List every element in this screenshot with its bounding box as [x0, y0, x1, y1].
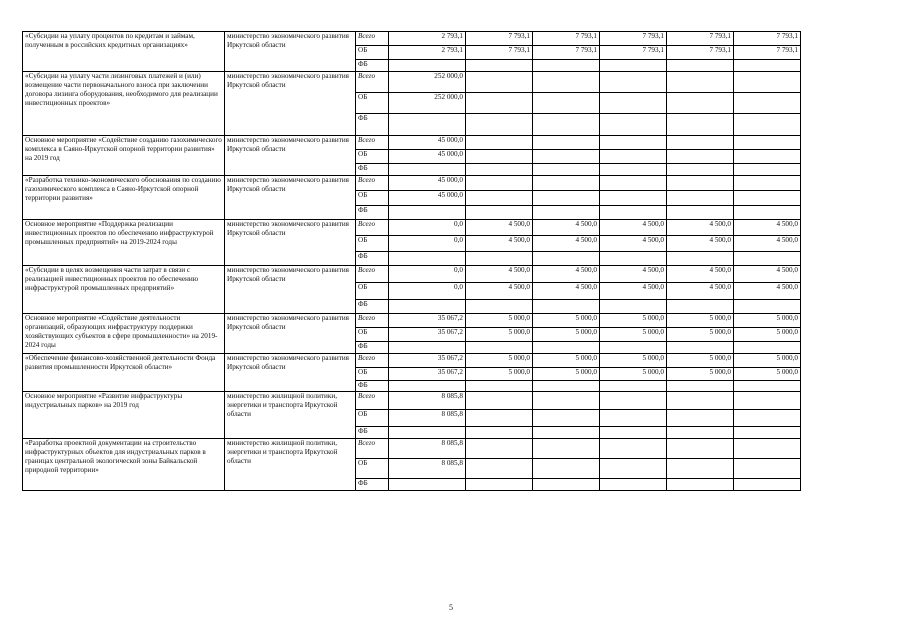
amount-2022: 5 000,0 [600, 368, 667, 381]
amount-2023 [667, 381, 734, 392]
amount-2020 [466, 300, 533, 314]
amount-2022: 4 500,0 [600, 236, 667, 252]
amount-2022: 5 000,0 [600, 314, 667, 328]
funding-source: Всего [356, 392, 389, 410]
activity-name: Основное мероприятие «Содействие деятельности организаций, образующих инфраструктуру поддержки хозяйствующих субъектов в сфере промышленности» на 2019-2024 годы [23, 314, 225, 354]
amount-2021 [533, 164, 600, 176]
funding-source: ФБ [356, 427, 389, 439]
activity-name: «Субсидии в целях возмещения части затрат в связи с реализацией инвестиционных проектов по обеспечению инфраструктурой промышленных предприятий» [23, 266, 225, 314]
executor: министерство экономического развития Иркутской области [225, 220, 356, 266]
amount-2024: 4 500,0 [734, 236, 801, 252]
funding-source: ОБ [356, 150, 389, 164]
amount-2020 [466, 136, 533, 150]
amount-2022 [600, 114, 667, 136]
amount-2024 [734, 459, 801, 479]
amount-2024: 4 500,0 [734, 220, 801, 236]
activity-name: Основное мероприятие «Развитие инфраструктуры индустриальных парков» на 2019 год [23, 392, 225, 439]
executor: министерство жилищной политики, энергетики и транспорта Иркутской области [225, 392, 356, 439]
amount-2022: 4 500,0 [600, 283, 667, 300]
amount-2022 [600, 136, 667, 150]
amount-2024 [734, 164, 801, 176]
amount-2023: 7 793,1 [667, 46, 734, 60]
amount-2020 [466, 439, 533, 459]
amount-2022 [600, 392, 667, 410]
amount-2022: 4 500,0 [600, 266, 667, 283]
table-row [23, 266, 801, 283]
activity-name: «Разработка проектной документации на строительство инфраструктурных объектов для индустриальных парков в границах центральной экологической зоны Байкальской природной территории» [23, 439, 225, 491]
amount-2019: 8 085,8 [389, 439, 466, 459]
amount-2022: 7 793,1 [600, 32, 667, 46]
executor: министерство жилищной политики, энергетики и транспорта Иркутской области [225, 439, 356, 491]
amount-2019: 8 085,8 [389, 459, 466, 479]
amount-2022 [600, 459, 667, 479]
funding-source: ОБ [356, 368, 389, 381]
amount-2022 [600, 300, 667, 314]
amount-2023: 5 000,0 [667, 368, 734, 381]
funding-source: Всего [356, 176, 389, 191]
amount-2020: 7 793,1 [466, 32, 533, 46]
amount-2020 [466, 479, 533, 491]
amount-2024 [734, 439, 801, 459]
amount-2020: 5 000,0 [466, 368, 533, 381]
amount-2023: 5 000,0 [667, 314, 734, 328]
funding-source: ФБ [356, 252, 389, 266]
funding-source: ОБ [356, 191, 389, 206]
amount-2021: 5 000,0 [533, 314, 600, 328]
amount-2021 [533, 206, 600, 220]
amount-2020 [466, 60, 533, 72]
amount-2022 [600, 252, 667, 266]
funding-source: ОБ [356, 283, 389, 300]
activity-name: «Субсидии на уплату части лизинговых платежей и (или) возмещение части первоначального взноса при заключении договора лизинга оборудования, необходимого для реализации инвестиционных проектов» [23, 72, 225, 136]
amount-2019: 0,0 [389, 220, 466, 236]
amount-2021 [533, 439, 600, 459]
amount-2020: 5 000,0 [466, 354, 533, 368]
executor: министерство экономического развития Иркутской области [225, 266, 356, 314]
funding-source: Всего [356, 314, 389, 328]
amount-2021 [533, 479, 600, 491]
funding-source: ОБ [356, 93, 389, 114]
amount-2023 [667, 479, 734, 491]
amount-2024: 7 793,1 [734, 46, 801, 60]
amount-2019: 35 067,2 [389, 314, 466, 328]
amount-2019: 35 067,2 [389, 328, 466, 342]
amount-2022 [600, 439, 667, 459]
amount-2020 [466, 150, 533, 164]
amount-2019: 35 067,2 [389, 354, 466, 368]
amount-2021: 4 500,0 [533, 236, 600, 252]
amount-2023: 7 793,1 [667, 32, 734, 46]
funding-source: ОБ [356, 46, 389, 60]
amount-2023 [667, 206, 734, 220]
amount-2021: 5 000,0 [533, 328, 600, 342]
amount-2019: 8 085,8 [389, 410, 466, 427]
funding-source: ФБ [356, 300, 389, 314]
amount-2021: 4 500,0 [533, 283, 600, 300]
amount-2021 [533, 191, 600, 206]
executor: министерство экономического развития Иркутской области [225, 314, 356, 354]
funding-source: ФБ [356, 342, 389, 354]
table-row [23, 32, 801, 46]
amount-2020: 4 500,0 [466, 266, 533, 283]
amount-2022: 4 500,0 [600, 220, 667, 236]
amount-2024 [734, 176, 801, 191]
amount-2022 [600, 479, 667, 491]
amount-2023 [667, 459, 734, 479]
amount-2022 [600, 164, 667, 176]
amount-2021 [533, 392, 600, 410]
funding-source: Всего [356, 72, 389, 93]
funding-source: Всего [356, 354, 389, 368]
amount-2019 [389, 164, 466, 176]
amount-2023 [667, 252, 734, 266]
table-row [23, 136, 801, 150]
amount-2021: 4 500,0 [533, 266, 600, 283]
amount-2022 [600, 150, 667, 164]
amount-2023 [667, 191, 734, 206]
amount-2021 [533, 60, 600, 72]
executor: министерство экономического развития Иркутской области [225, 136, 356, 176]
amount-2022 [600, 427, 667, 439]
amount-2024 [734, 114, 801, 136]
amount-2023 [667, 136, 734, 150]
amount-2022 [600, 410, 667, 427]
amount-2021 [533, 410, 600, 427]
amount-2023 [667, 93, 734, 114]
table-row [23, 72, 801, 93]
amount-2022: 5 000,0 [600, 328, 667, 342]
amount-2022 [600, 206, 667, 220]
amount-2021 [533, 459, 600, 479]
amount-2019: 2 793,1 [389, 46, 466, 60]
amount-2019 [389, 381, 466, 392]
activity-name: «Разработка технико-экономического обоснования по созданию газохимического комплекса в Саяно-Иркутской опорной территории развития» [23, 176, 225, 220]
amount-2021: 7 793,1 [533, 46, 600, 60]
amount-2021 [533, 176, 600, 191]
amount-2019 [389, 252, 466, 266]
funding-source: Всего [356, 32, 389, 46]
amount-2024: 4 500,0 [734, 283, 801, 300]
amount-2019 [389, 114, 466, 136]
amount-2022 [600, 176, 667, 191]
amount-2023: 5 000,0 [667, 328, 734, 342]
amount-2021: 5 000,0 [533, 354, 600, 368]
amount-2022: 5 000,0 [600, 354, 667, 368]
amount-2023 [667, 410, 734, 427]
activity-name: «Обеспечение финансово-хозяйственной деятельности Фонда развития промышленности Иркутской области» [23, 354, 225, 392]
amount-2021 [533, 252, 600, 266]
executor: министерство экономического развития Иркутской области [225, 32, 356, 72]
amount-2023 [667, 176, 734, 191]
amount-2023 [667, 164, 734, 176]
amount-2023 [667, 60, 734, 72]
amount-2021 [533, 93, 600, 114]
amount-2023: 4 500,0 [667, 283, 734, 300]
amount-2019 [389, 427, 466, 439]
amount-2022 [600, 191, 667, 206]
amount-2020: 4 500,0 [466, 220, 533, 236]
amount-2020 [466, 93, 533, 114]
amount-2023 [667, 300, 734, 314]
amount-2021 [533, 72, 600, 93]
table-row [23, 439, 801, 459]
amount-2020 [466, 191, 533, 206]
amount-2024 [734, 191, 801, 206]
amount-2021 [533, 300, 600, 314]
funding-source: ФБ [356, 381, 389, 392]
amount-2020 [466, 342, 533, 354]
amount-2019: 0,0 [389, 283, 466, 300]
amount-2020: 5 000,0 [466, 314, 533, 328]
amount-2020: 4 500,0 [466, 283, 533, 300]
amount-2024 [734, 72, 801, 93]
table-row [23, 220, 801, 236]
funding-source: ФБ [356, 114, 389, 136]
amount-2023 [667, 114, 734, 136]
amount-2020 [466, 410, 533, 427]
amount-2024: 5 000,0 [734, 328, 801, 342]
executor: министерство экономического развития Иркутской области [225, 354, 356, 392]
amount-2022 [600, 342, 667, 354]
amount-2020 [466, 392, 533, 410]
amount-2023: 5 000,0 [667, 354, 734, 368]
amount-2024 [734, 410, 801, 427]
amount-2021 [533, 114, 600, 136]
amount-2021: 7 793,1 [533, 32, 600, 46]
amount-2019: 252 000,0 [389, 72, 466, 93]
amount-2024 [734, 150, 801, 164]
amount-2020: 5 000,0 [466, 328, 533, 342]
amount-2019: 252 000,0 [389, 93, 466, 114]
table-row [23, 392, 801, 410]
funding-source: ФБ [356, 479, 389, 491]
activity-name: «Субсидии на уплату процентов по кредитам и займам, полученным в российских кредитных организациях» [23, 32, 225, 72]
amount-2024: 7 793,1 [734, 32, 801, 46]
executor: министерство экономического развития Иркутской области [225, 72, 356, 136]
amount-2024 [734, 427, 801, 439]
amount-2023 [667, 150, 734, 164]
amount-2023 [667, 392, 734, 410]
amount-2024: 5 000,0 [734, 314, 801, 328]
amount-2022: 7 793,1 [600, 46, 667, 60]
amount-2019 [389, 479, 466, 491]
amount-2020 [466, 164, 533, 176]
amount-2024 [734, 60, 801, 72]
amount-2019: 45 000,0 [389, 136, 466, 150]
amount-2023: 4 500,0 [667, 236, 734, 252]
amount-2021 [533, 150, 600, 164]
amount-2023: 4 500,0 [667, 266, 734, 283]
amount-2024: 5 000,0 [734, 368, 801, 381]
amount-2021 [533, 136, 600, 150]
funding-source: ФБ [356, 60, 389, 72]
funding-source: ФБ [356, 164, 389, 176]
amount-2019: 8 085,8 [389, 392, 466, 410]
amount-2022 [600, 381, 667, 392]
amount-2020 [466, 459, 533, 479]
activity-name: Основное мероприятие «Поддержка реализации инвестиционных проектов по обеспечению инфраструктурой промышленных предприятий» на 2019-2024 годы [23, 220, 225, 266]
amount-2019 [389, 300, 466, 314]
amount-2021: 5 000,0 [533, 368, 600, 381]
amount-2021: 4 500,0 [533, 220, 600, 236]
amount-2020 [466, 381, 533, 392]
amount-2022 [600, 93, 667, 114]
amount-2021 [533, 381, 600, 392]
amount-2024 [734, 206, 801, 220]
amount-2024 [734, 392, 801, 410]
amount-2024 [734, 300, 801, 314]
amount-2019: 45 000,0 [389, 150, 466, 164]
amount-2024 [734, 136, 801, 150]
amount-2019: 45 000,0 [389, 176, 466, 191]
amount-2019 [389, 60, 466, 72]
amount-2020: 4 500,0 [466, 236, 533, 252]
funding-source: Всего [356, 439, 389, 459]
amount-2024 [734, 93, 801, 114]
amount-2021 [533, 342, 600, 354]
table-row [23, 354, 801, 368]
amount-2024 [734, 342, 801, 354]
amount-2019 [389, 342, 466, 354]
funding-source: ФБ [356, 206, 389, 220]
amount-2023 [667, 72, 734, 93]
amount-2020 [466, 72, 533, 93]
amount-2020 [466, 252, 533, 266]
table-row [23, 314, 801, 328]
amount-2019 [389, 206, 466, 220]
amount-2024 [734, 252, 801, 266]
amount-2020 [466, 206, 533, 220]
amount-2024: 5 000,0 [734, 354, 801, 368]
amount-2020: 7 793,1 [466, 46, 533, 60]
amount-2023: 4 500,0 [667, 220, 734, 236]
funding-source: Всего [356, 136, 389, 150]
amount-2024 [734, 381, 801, 392]
page-number: 5 [449, 603, 453, 612]
amount-2023 [667, 427, 734, 439]
amount-2020 [466, 114, 533, 136]
amount-2019: 35 067,2 [389, 368, 466, 381]
budget-table [22, 31, 801, 491]
amount-2024: 4 500,0 [734, 266, 801, 283]
table-row [23, 176, 801, 191]
amount-2022 [600, 72, 667, 93]
amount-2019: 2 793,1 [389, 32, 466, 46]
amount-2023 [667, 342, 734, 354]
amount-2020 [466, 427, 533, 439]
amount-2024 [734, 479, 801, 491]
amount-2019: 45 000,0 [389, 191, 466, 206]
funding-source: Всего [356, 220, 389, 236]
amount-2022 [600, 60, 667, 72]
amount-2019: 0,0 [389, 266, 466, 283]
funding-source: ОБ [356, 328, 389, 342]
funding-source: ОБ [356, 459, 389, 479]
funding-source: ОБ [356, 410, 389, 427]
funding-source: Всего [356, 266, 389, 283]
amount-2021 [533, 427, 600, 439]
amount-2023 [667, 439, 734, 459]
funding-source: ОБ [356, 236, 389, 252]
amount-2019: 0,0 [389, 236, 466, 252]
activity-name: Основное мероприятие «Содействие созданию газохимического комплекса в Саяно-Иркутской опорной территории развития» на 2019 год [23, 136, 225, 176]
executor: министерство экономического развития Иркутской области [225, 176, 356, 220]
amount-2020 [466, 176, 533, 191]
